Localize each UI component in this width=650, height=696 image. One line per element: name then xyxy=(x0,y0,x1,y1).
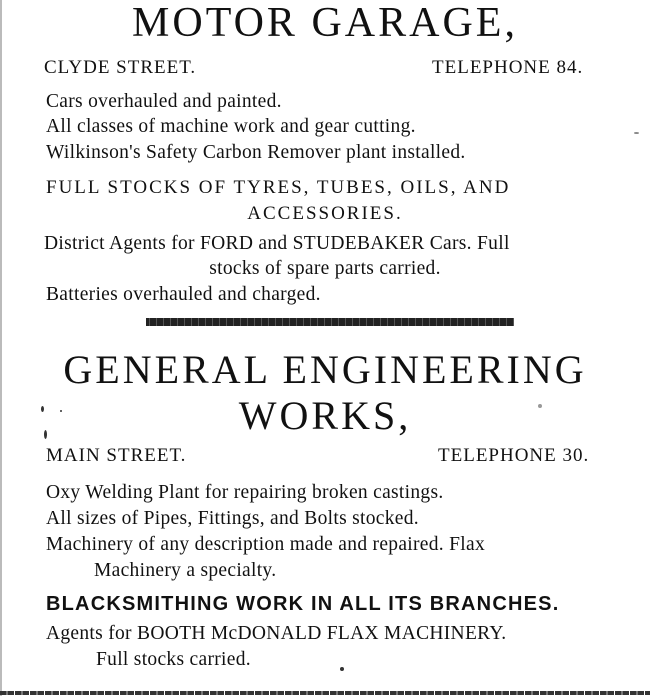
print-speck xyxy=(41,406,44,412)
engineering-telephone: TELEPHONE 30. xyxy=(438,445,590,466)
print-speck xyxy=(340,667,344,671)
garage-line-carbon: Wilkinson's Safety Carbon Remover plant installed. xyxy=(46,142,466,163)
engineering-title-line2: WORKS, xyxy=(238,393,412,438)
garage-batteries: Batteries overhauled and charged. xyxy=(46,284,321,305)
engineering-agents-line2: Full stocks carried. xyxy=(96,649,251,670)
engineering-street: MAIN STREET. xyxy=(46,445,187,466)
motor-garage-title: MOTOR GARAGE, xyxy=(132,0,518,46)
print-speck xyxy=(44,430,47,439)
engineering-machinery-line1: Machinery of any description made and repaired. Flax xyxy=(46,534,486,555)
garage-telephone: TELEPHONE 84. xyxy=(432,57,584,78)
engineering-title-line1: GENERAL ENGINEERING xyxy=(63,347,587,392)
garage-line-cars: Cars overhauled and painted. xyxy=(46,91,282,112)
engineering-machinery-line2: Machinery a specialty. xyxy=(94,560,277,581)
bottom-border xyxy=(0,691,650,695)
engineering-welding: Oxy Welding Plant for repairing broken castings. xyxy=(46,482,444,503)
garage-agents-line2: stocks of spare parts carried. xyxy=(209,258,441,279)
print-speck xyxy=(634,132,639,134)
garage-agents-line1: District Agents for FORD and STUDEBAKER Cars. Full xyxy=(44,233,510,254)
garage-stocks-line1: FULL STOCKS OF TYRES, TUBES, OILS, AND xyxy=(46,177,511,198)
garage-stocks-line2: ACCESSORIES. xyxy=(247,203,403,224)
print-speck xyxy=(60,410,62,412)
print-speck xyxy=(538,404,542,408)
garage-street: CLYDE STREET. xyxy=(44,57,197,78)
garage-line-machine: All classes of machine work and gear cutting. xyxy=(46,116,416,137)
engineering-agents-line1: Agents for BOOTH McDONALD FLAX MACHINERY. xyxy=(46,623,507,644)
engineering-pipes: All sizes of Pipes, Fittings, and Bolts stocked. xyxy=(46,508,419,529)
engineering-blacksmith: BLACKSMITHING WORK IN ALL ITS BRANCHES. xyxy=(46,593,560,615)
section-divider xyxy=(146,318,514,326)
